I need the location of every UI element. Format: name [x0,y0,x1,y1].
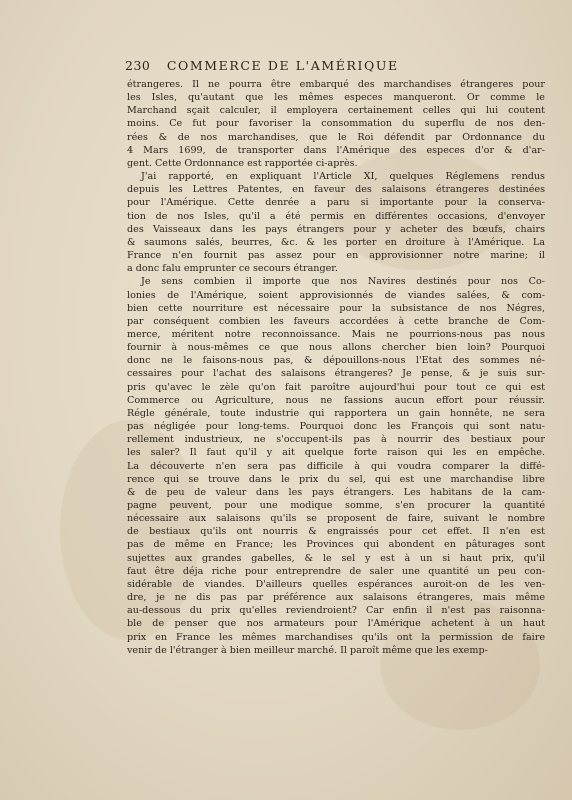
body-text [127,78,545,657]
text-line: merce, méritent notre reconnoissance. Mais ne pourrions-nous pas nous [127,328,545,340]
text-line: dre, je ne dis pas par préférence aux salaisons étrangeres, mais même [127,592,545,604]
text-line: pas de même en France; les Provinces qui abondent en pâturages sont [127,539,545,551]
text-line: de bestiaux qu'ils ont nourris & engraissés pour cet effet. Il n'en est [127,526,545,538]
text-line: cessaires pour l'achat des salaisons étrangeres? Je pense, & je suis sur- [127,368,545,380]
text-line: pour l'Amérique. Cette denrée a paru si importante pour la conserva- [127,197,545,209]
text-line: rées & de nos marchandises, que le Roi défendit par Ordonnance du [127,131,545,143]
text-line: lonies de l'Amérique, soient approvisionnés de viandes salées, & com- [127,289,545,301]
text-line: Je sens combien il importe que nos Navires destinés pour nos Co- [141,276,545,288]
text-line: & saumons salés, beurres, &c. & les porter en droiture à l'Amérique. La [127,236,545,248]
text-line: depuis les Lettres Patentes, en faveur des salaisons étrangeres destinées [127,184,545,196]
text-line: pagne peuvent, pour une modique somme, s'en procurer la quantité [127,500,545,511]
text-line: nécessaire aux salaisons qu'ils se proposent de faire, suivant le nombre [127,513,545,525]
text-line: venir de l'étranger à bien meilleur marché. Il paroît même que les exemp- [127,644,488,656]
text-line: faut être déja riche pour entreprendre de saler une quantité un peu con- [127,565,545,577]
text-line: tion de nos Isles, qu'il a été permis en différentes occasions, d'envoyer [127,210,545,222]
text-line: les saler? Il faut qu'il y ait quelque forte raison qui les en empêche. [127,447,545,459]
text-line: 4 Mars 1699, de transporter dans l'Amérique des especes d'or & d'ar- [127,144,545,156]
text-line: des Vaisseaux dans les pays étrangers pour y acheter des bœufs, chairs [127,223,545,235]
text-line: prix en France les mêmes marchandises qu'ils ont la permission de faire [127,631,545,643]
paragraph [127,78,545,170]
text-line: au-dessous du prix qu'elles reviendroient? Car enfin il n'est pas raisonna- [127,605,545,617]
paragraph [127,275,545,657]
text-line: par conséquent combien les faveurs accordées à cette branche de Com- [127,315,545,327]
text-line: rence qui se trouve dans le prix du sel, qui est une marchandise libre [127,473,545,485]
running-title: COMMERCE DE L'AMÉRIQUE [166,58,399,73]
text-line: moins. Ce fut pour favoriser la consommation du superflu de nos den- [127,118,545,130]
page-number: 230 [125,58,151,73]
text-line: pas négligée pour long-tems. Pourquoi donc les François qui sont natu- [127,421,545,433]
text-line: sujettes aux grandes gabelles, & le sel y est à un si haut prix, qu'il [127,552,545,564]
text-line: ble de penser que nos armateurs pour l'Amérique achetent à un haut [127,618,545,630]
text-line: France n'en fournit pas assez pour en approvisionner notre marine; il [127,250,545,262]
text-line: & de peu de valeur dans les pays étrangers. Les habitans de la cam- [127,486,545,498]
text-line: Commerce ou Agriculture, nous ne fassions aucun effort pour réussir. [127,394,545,406]
text-line: Régle générale, toute industrie qui rapportera un gain honnête, ne sera [127,407,545,419]
text-line: gent. Cette Ordonnance est rapportée ci-après. [127,157,358,169]
text-line: a donc falu emprunter ce secours étranger. [127,263,338,275]
text-line: fournir à nous-mêmes ce que nous allons chercher bien loin? Pourquoi [127,342,545,354]
text-line: La découverte n'en sera pas difficile à qui voudra comparer la diffé- [127,460,545,472]
running-header [125,58,545,73]
text-line: Marchand sçait calculer, il employera certainement celles qui lui coutent [127,105,545,117]
paragraph [127,170,545,275]
text-line: sidérable de viandes. D'ailleurs quelles espérances auroit-on de les ven- [127,578,545,590]
text-line: rellement industrieux, ne s'occupent-ils pas à nourrir des bestiaux pour [127,434,545,446]
text-line: bien cette nourriture est nécessaire pour la subsistance de nos Négres, [127,302,545,314]
text-line: J'ai rapporté, en expliquant l'Article XI, quelques Réglemens rendus [141,171,545,183]
text-line: pris qu'avec le zèle qu'on fait paroître aujourd'hui pour tout ce qui est [127,381,545,393]
text-line: donc ne le faisons-nous pas, & dépouillons-nous l'Etat des sommes né- [127,355,545,367]
text-line: les Isles, qu'autant que les mêmes especes manqueront. Or comme le [127,92,545,104]
text-line: étrangeres. Il ne pourra être embarqué des marchandises étrangeres pour [127,79,545,90]
